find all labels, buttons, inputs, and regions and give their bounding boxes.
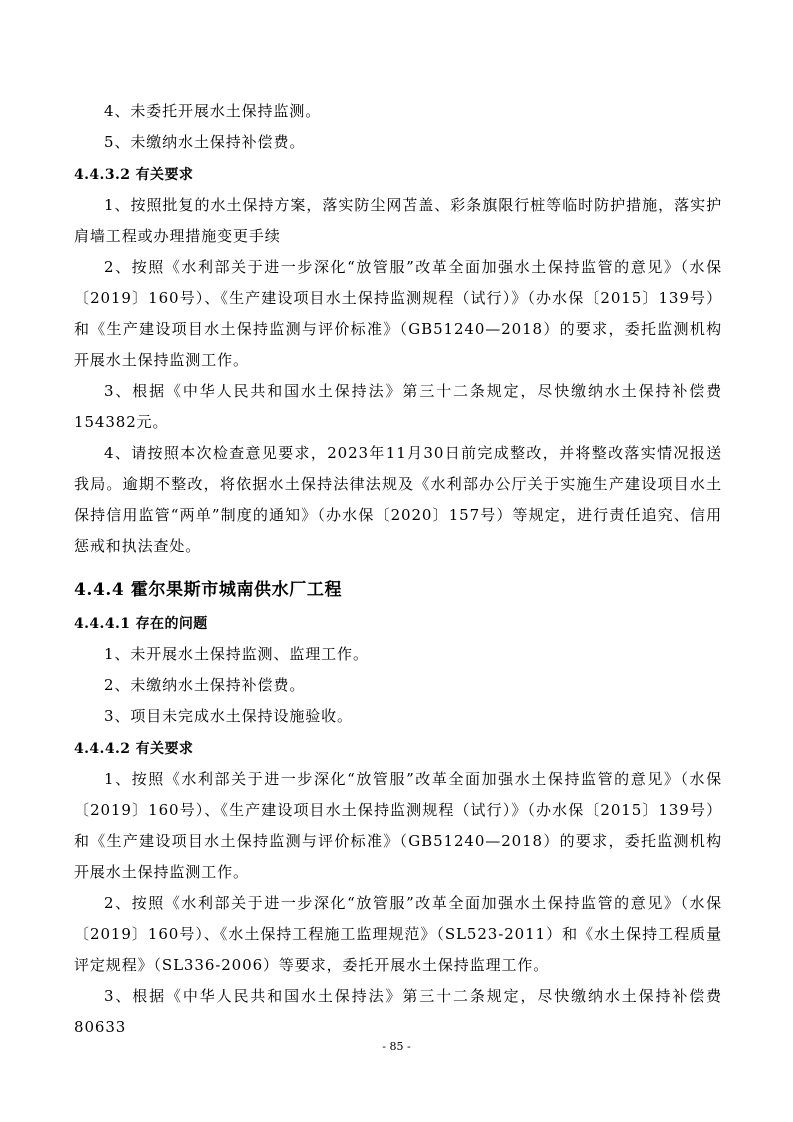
requirement-3: 3、根据《中华人民共和国水土保持法》第三十二条规定，尽快缴纳水土保持补偿费154382元。 (74, 382, 722, 431)
page-number: - 85 - (382, 1040, 411, 1053)
section-heading-4432: 4.4.3.2 有关要求 (74, 167, 194, 183)
requirement-b-3: 3、根据《中华人民共和国水土保持法》第三十二条规定，尽快缴纳水土保持补偿费80633 (74, 987, 722, 1036)
problem-2: 2、未缴纳水土保持补偿费。 (104, 676, 306, 694)
paragraph-item-4: 4、未委托开展水土保持监测。 (104, 102, 322, 120)
problem-1: 1、未开展水土保持监测、监理工作。 (104, 645, 369, 663)
requirement-2: 2、按照《水利部关于进一步深化“放管服”改革全面加强水土保持监管的意见》（水保〔2019〕160号）、《生产建设项目水土保持监测规程（试行）》（办水保〔2015〕139号）和《生产建设项目水土保持监测与评价标准》（GB51240—2018）的要求，委托监测机构开展水土保持监测工作。 (74, 258, 722, 369)
paragraph-item-5: 5、未缴纳水土保持补偿费。 (104, 133, 306, 151)
requirement-b-1: 1、按照《水利部关于进一步深化“放管服”改革全面加强水土保持监管的意见》（水保〔2019〕160号）、《生产建设项目水土保持监测规程（试行）》（办水保〔2015〕139号）和《生产建设项目水土保持监测与评价标准》（GB51240—2018）的要求，委托监测机构开展水土保持监测工作。 (74, 770, 722, 881)
section-heading-444: 4.4.4 霍尔果斯市城南供水厂工程 (74, 580, 343, 600)
requirement-b-2: 2、按照《水利部关于进一步深化“放管服”改革全面加强水土保持监管的意见》（水保〔2019〕160号）、《水土保持工程施工监理规范》（SL523-2011）和《水土保持工程质量评定规程》（SL336-2006）等要求，委托开展水土保持监理工作。 (74, 894, 722, 974)
requirement-4: 4、请按照本次检查意见要求，2023年11月30日前完成整改，并将整改落实情况报送我局。逾期不整改，将依据水土保持法律法规及《水利部办公厅关于实施生产建设项目水土保持信用监管“两单”制度的通知》（办水保〔2020〕157号）等规定，进行责任追究、信用惩戒和执法查处。 (74, 444, 722, 555)
problem-3: 3、项目未完成水土保持设施验收。 (104, 707, 353, 725)
section-heading-4441: 4.4.4.1 存在的问题 (74, 616, 208, 632)
requirement-1: 1、按照批复的水土保持方案，落实防尘网苫盖、彩条旗限行桩等临时防护措施，落实护肩墙工程或办理措施变更手续 (74, 196, 722, 245)
section-heading-4442: 4.4.4.2 有关要求 (74, 741, 194, 757)
